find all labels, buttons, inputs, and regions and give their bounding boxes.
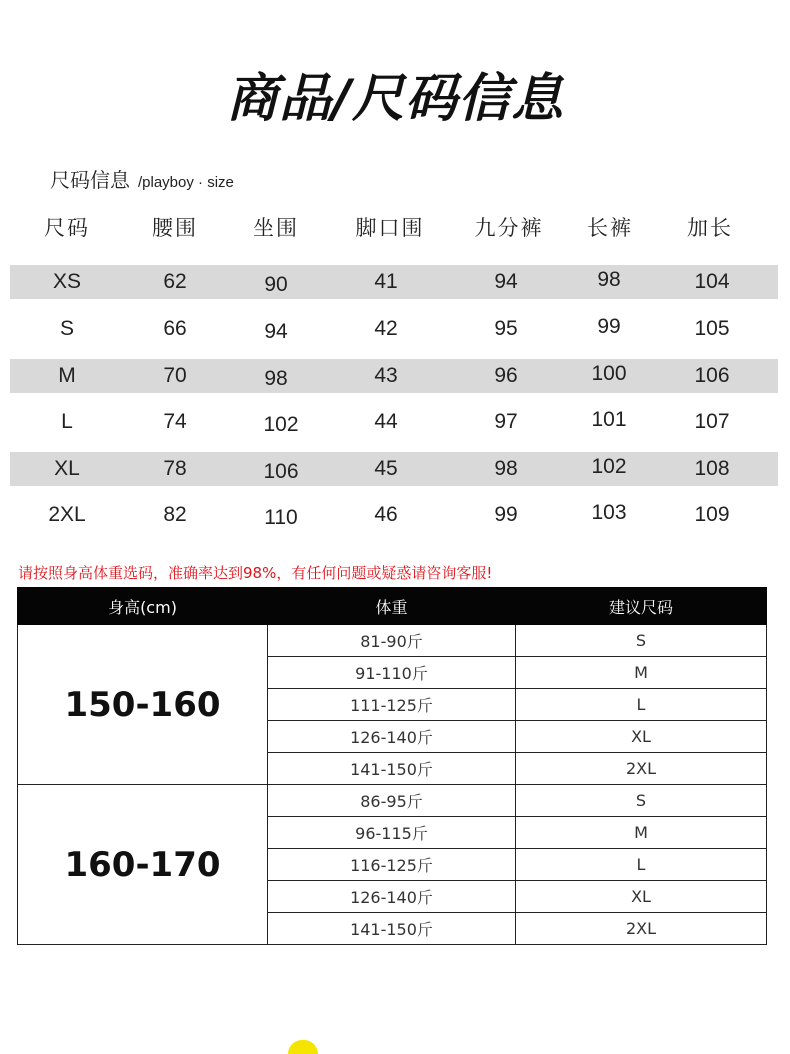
col-header-extra-long: 加长 <box>687 216 733 240</box>
ankle-pants-cell: 96 <box>494 364 518 387</box>
weight-cell: 86-95斤 <box>268 785 516 817</box>
hem-cell: 44 <box>374 410 398 433</box>
extra-long-cell: 106 <box>694 364 730 387</box>
ankle-pants-cell: 98 <box>494 457 518 480</box>
col-header-weight: 体重 <box>268 588 516 625</box>
size-row <box>10 359 778 393</box>
extra-long-cell: 107 <box>694 410 730 433</box>
col-header-ankle-pants: 九分裤 <box>474 216 544 240</box>
waist-cell: 78 <box>163 457 187 480</box>
size-row <box>10 452 778 486</box>
col-header-height: 身高(cm) <box>18 588 268 625</box>
waist-cell: 62 <box>163 270 187 293</box>
hem-cell: 46 <box>374 503 398 526</box>
subtitle-en: /playboy · size <box>138 174 234 191</box>
ankle-pants-cell: 97 <box>494 410 518 433</box>
page-title: 商品/尺码信息 <box>226 69 564 129</box>
recommended-size-cell: 2XL <box>516 753 767 785</box>
extra-long-cell: 105 <box>694 317 730 340</box>
weight-cell: 116-125斤 <box>268 849 516 881</box>
recommended-size-cell: 2XL <box>516 913 767 945</box>
hem-cell: 43 <box>374 364 398 387</box>
weight-cell: 91-110斤 <box>268 657 516 689</box>
hip-cell: 110 <box>264 506 298 529</box>
size-row <box>10 312 778 346</box>
weight-cell: 111-125斤 <box>268 689 516 721</box>
size-row <box>10 405 778 439</box>
table-row <box>18 785 767 817</box>
long-pants-cell: 98 <box>597 268 621 291</box>
long-pants-cell: 100 <box>591 362 627 385</box>
col-header-hip: 坐围 <box>253 216 299 240</box>
size-cell: L <box>61 410 73 433</box>
weight-cell: 141-150斤 <box>268 753 516 785</box>
hip-cell: 94 <box>264 320 288 343</box>
extra-long-cell: 108 <box>694 457 730 480</box>
long-pants-cell: 101 <box>591 408 627 431</box>
recommended-size-cell: M <box>516 817 767 849</box>
size-cell: M <box>58 364 76 387</box>
decorative-yellow-shape <box>288 1040 318 1054</box>
recommended-size-cell: L <box>516 849 767 881</box>
waist-cell: 66 <box>163 317 187 340</box>
waist-cell: 82 <box>163 503 187 526</box>
long-pants-cell: 102 <box>591 455 627 478</box>
weight-cell: 126-140斤 <box>268 881 516 913</box>
long-pants-cell: 99 <box>597 315 621 338</box>
size-advice-note: 请按照身高体重选码，准确率达到98%，有任何问题或疑惑请咨询客服! <box>18 564 493 582</box>
col-header-recommended-size: 建议尺码 <box>516 588 767 625</box>
hip-cell: 98 <box>264 367 288 390</box>
ankle-pants-cell: 95 <box>494 317 518 340</box>
size-cell: 2XL <box>48 503 86 526</box>
size-cell: XL <box>54 457 80 480</box>
height-range-cell: 160-170 <box>18 785 268 945</box>
long-pants-cell: 103 <box>591 501 627 524</box>
section-subtitle <box>50 164 234 193</box>
recommended-size-cell: XL <box>516 881 767 913</box>
waist-cell: 70 <box>163 364 187 387</box>
height-range-cell: 150-160 <box>18 625 268 785</box>
weight-size-table <box>17 587 767 945</box>
weight-cell: 126-140斤 <box>268 721 516 753</box>
recommended-size-cell: L <box>516 689 767 721</box>
size-table-header <box>10 212 778 244</box>
table-row <box>18 625 767 657</box>
recommended-size-cell: S <box>516 625 767 657</box>
hem-cell: 42 <box>374 317 398 340</box>
hem-cell: 45 <box>374 457 398 480</box>
waist-cell: 74 <box>163 410 187 433</box>
weight-cell: 141-150斤 <box>268 913 516 945</box>
col-header-hem: 脚口围 <box>355 216 425 240</box>
ankle-pants-cell: 99 <box>494 503 518 526</box>
ankle-pants-cell: 94 <box>494 270 518 293</box>
weight-table-header <box>18 588 767 625</box>
col-header-long-pants: 长裤 <box>587 216 633 240</box>
hip-cell: 90 <box>264 273 288 296</box>
col-header-waist: 腰围 <box>152 216 198 240</box>
weight-cell: 81-90斤 <box>268 625 516 657</box>
size-row <box>10 265 778 299</box>
weight-cell: 96-115斤 <box>268 817 516 849</box>
hip-cell: 106 <box>263 460 299 483</box>
size-cell: XS <box>52 270 82 293</box>
hip-cell: 102 <box>263 413 299 436</box>
size-row <box>10 498 778 532</box>
recommended-size-cell: XL <box>516 721 767 753</box>
extra-long-cell: 109 <box>694 503 730 526</box>
subtitle-zh: 尺码信息 <box>50 168 130 192</box>
recommended-size-cell: M <box>516 657 767 689</box>
size-cell: S <box>59 317 75 340</box>
recommended-size-cell: S <box>516 785 767 817</box>
extra-long-cell: 104 <box>694 270 730 293</box>
hem-cell: 41 <box>374 270 398 293</box>
col-header-size: 尺码 <box>44 216 90 240</box>
